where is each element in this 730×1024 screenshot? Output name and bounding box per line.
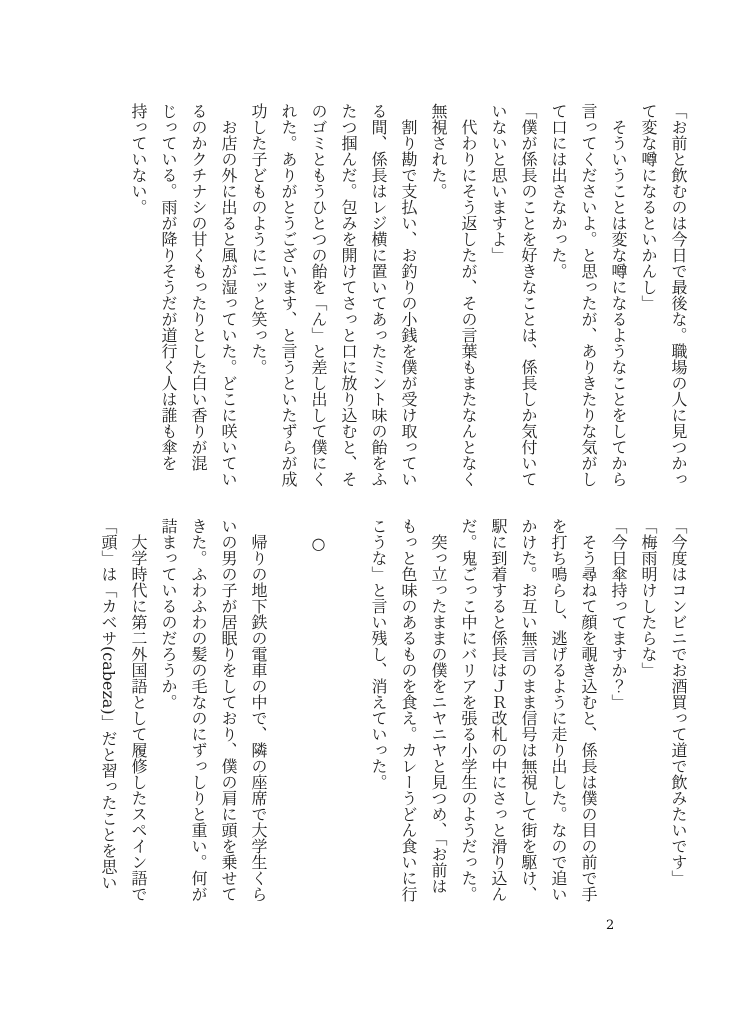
text-line: そう尋ねて顔を覗き込むと、係長は僕の目の前で手 xyxy=(579,518,598,902)
text-line: 「僕が係長のことを好きなことは、係長しか気付いて xyxy=(519,103,538,487)
text-line: きた。ふわふわの髪の毛なのにずっしりと重い。何が xyxy=(189,518,208,902)
text-line: たつ掴んだ。包みを開けてさっと口に放り込むと、そ xyxy=(339,103,358,487)
text-line: 功した子どものようにニッと笑った。 xyxy=(249,103,268,375)
text-line: 帰りの地下鉄の電車の中で、隣の座席で大学生くら xyxy=(249,518,268,902)
text-line: る間、係長はレジ横に置いてあったミント味の飴をふ xyxy=(369,103,388,487)
text-line: 持っていない。 xyxy=(129,103,148,215)
text-line: じっている。雨が降りそうだが道行く人は誰も傘を xyxy=(159,103,178,471)
text-line: いの男の子が居眠りをしており、僕の肩に頭を乗せて xyxy=(219,518,238,902)
text-line: 突っ立ったままの僕をニヤニヤと見つめ、「お前は xyxy=(429,518,448,894)
text-line: もっと色味のあるものを食え。カレーうどん食いに行 xyxy=(399,518,418,902)
text-line: 詰まっているのだろうか。 xyxy=(159,518,178,710)
text-line xyxy=(333,518,363,910)
text-line: 「梅雨明けしたらな」 xyxy=(639,518,658,678)
text-line: 無視された。 xyxy=(429,103,448,199)
text-line: そういうことは変な噂になるようなことをしてから xyxy=(609,103,628,487)
text-line: いないと思いますよ」 xyxy=(489,103,508,263)
text-line: 「お前と飲むのは今日で最後な。職場の人に見つかっ xyxy=(669,103,688,487)
text-line: れた。ありがとうございます、と言うといたずらが成 xyxy=(279,103,298,487)
text-line: て変な噂になるといかんし」 xyxy=(639,103,658,311)
text-line: るのかクチナシの甘くもったりとした白い香りが混 xyxy=(189,103,208,471)
text-line: お店の外に出ると風が湿っていた。どこに咲いてい xyxy=(219,103,238,487)
text-line: 「今日傘持ってますか？」 xyxy=(609,518,628,710)
text-line: 割り勘で支払い、お釣りの小銭を僕が受け取ってい xyxy=(399,103,418,487)
text-line xyxy=(273,518,303,910)
text-line: 言ってくださいよ。と思ったが、ありきたりな気がし xyxy=(579,103,598,487)
text-line: て口には出さなかった。 xyxy=(549,103,568,279)
upper-text-block xyxy=(123,103,693,495)
text-line: 大学時代に第二外国語として履修したスペイン語で xyxy=(129,518,148,902)
text-line: 駅に到着すると係長はＪＲ改札の中にさっと滑り込ん xyxy=(489,518,508,902)
text-line: だ。鬼ごっこ中にバリアを張る小学生のようだった。 xyxy=(459,518,478,902)
section-divider: ○ xyxy=(309,518,328,553)
text-line: を打ち鳴らし、逃げるように走り出した。なので追い xyxy=(549,518,568,902)
lower-text-block xyxy=(93,518,693,910)
text-line: かけた。お互い無言のまま信号は無視して街を駆け、 xyxy=(519,518,538,902)
page-number: 2 xyxy=(606,918,615,933)
text-line: こうな」と言い残し、消えていった。 xyxy=(369,518,388,790)
text-line: のゴミともうひとつの飴を「ん」と差し出して僕にく xyxy=(309,103,328,487)
text-line: 代わりにそう返したが、その言葉もまたなんとなく xyxy=(459,103,478,487)
text-line: 「今度はコンビニでお酒買って道で飲みたいです」 xyxy=(669,518,688,886)
text-line: 「頭」は「カベサ(cabeza)」だと習ったことを思い xyxy=(99,518,118,891)
